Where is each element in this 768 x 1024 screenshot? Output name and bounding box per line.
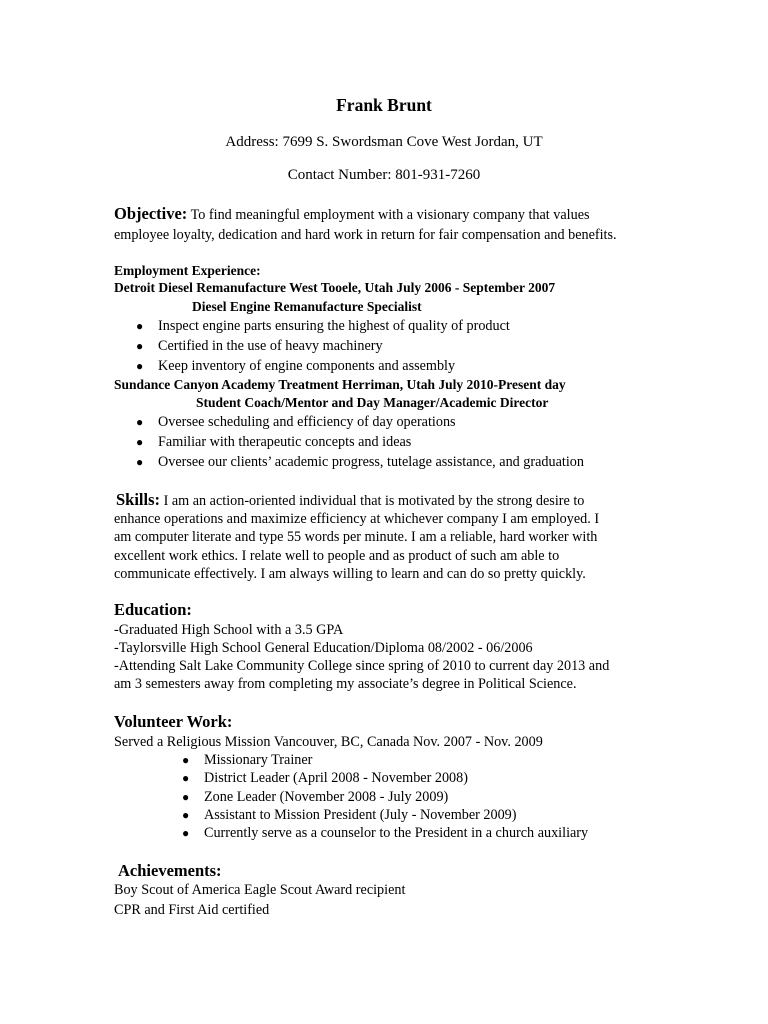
resume-name: Frank Brunt: [336, 95, 432, 115]
skills-text-1: I am an action-oriented individual that is motivated by the strong desire to: [163, 493, 585, 509]
skills-text-2: enhance operations and maximize efficiency at whichever company I am employed. I: [114, 511, 600, 527]
objective-label: Objective:: [114, 204, 188, 223]
achievements-heading: Achievements:: [118, 861, 222, 880]
skills-text-4: excellent work ethics. I relate well to people and as product of such am able to: [114, 548, 560, 564]
volunteer-bullet-4: Assistant to Mission President (July - November 2009): [204, 807, 517, 823]
bullet-icon: ●: [182, 753, 190, 767]
bullet-icon: ●: [182, 790, 190, 804]
education-line-3: -Attending Salt Lake Community College since spring of 2010 to current day 2013 and: [114, 658, 610, 674]
job1-title: Diesel Engine Remanufacture Specialist: [192, 299, 422, 314]
education-line-1: -Graduated High School with a 3.5 GPA: [114, 622, 344, 638]
education-line-2: -Taylorsville High School General Education/Diploma 08/2002 - 06/2006: [114, 640, 533, 656]
skills-text-5: communicate effectively. I am always willing to learn and can do so pretty quickly.: [114, 566, 586, 582]
bullet-icon: ●: [136, 339, 144, 353]
bullet-icon: ●: [182, 808, 190, 822]
skills-line-1: [116, 491, 584, 510]
objective-text-1: To find meaningful employment with a visionary company that values: [190, 207, 590, 223]
bullet-icon: ●: [182, 771, 190, 785]
objective-text-2: employee loyalty, dedication and hard work in return for fair compensation and benefits.: [114, 227, 617, 243]
contact-number-line: Contact Number: 801-931-7260: [287, 167, 481, 183]
achievement-2: CPR and First Aid certified: [114, 902, 270, 918]
job2-bullet-2: Familiar with therapeutic concepts and ideas: [158, 434, 412, 450]
bullet-icon: ●: [136, 455, 144, 469]
bullet-icon: ●: [136, 435, 144, 449]
job2-title: Student Coach/Mentor and Day Manager/Academic Director: [196, 395, 549, 410]
education-heading: Education:: [114, 600, 192, 619]
volunteer-bullet-1: Missionary Trainer: [204, 752, 313, 768]
skills-label: Skills:: [116, 490, 161, 509]
job1-bullet-1: Inspect engine parts ensuring the highest of quality of product: [158, 318, 510, 334]
objective-line-1: [114, 205, 590, 224]
volunteer-intro: Served a Religious Mission Vancouver, BC, Canada Nov. 2007 - Nov. 2009: [114, 734, 543, 750]
volunteer-heading: Volunteer Work:: [114, 712, 233, 731]
job2-company: Sundance Canyon Academy Treatment Herriman, Utah July 2010-Present day: [114, 377, 566, 392]
bullet-icon: ●: [136, 415, 144, 429]
achievement-1: Boy Scout of America Eagle Scout Award recipient: [114, 882, 406, 898]
bullet-icon: ●: [136, 359, 144, 373]
volunteer-bullet-2: District Leader (April 2008 - November 2008): [204, 770, 468, 786]
address-line: Address: 7699 S. Swordsman Cove West Jordan, UT: [225, 134, 543, 150]
volunteer-bullet-3: Zone Leader (November 2008 - July 2009): [204, 789, 449, 805]
education-line-4: am 3 semesters away from completing my associate’s degree in Political Science.: [114, 676, 577, 692]
job2-bullet-3: Oversee our clients’ academic progress, tutelage assistance, and graduation: [158, 454, 584, 470]
bullet-icon: ●: [182, 826, 190, 840]
job1-company: Detroit Diesel Remanufacture West Tooele, Utah July 2006 - September 2007: [114, 280, 556, 295]
bullet-icon: ●: [136, 319, 144, 333]
employment-heading: Employment Experience:: [114, 263, 261, 278]
job1-bullet-2: Certified in the use of heavy machinery: [158, 338, 383, 354]
job1-bullet-3: Keep inventory of engine components and assembly: [158, 358, 456, 374]
skills-text-3: am computer literate and type 55 words per minute. I am a reliable, hard worker with: [114, 529, 598, 545]
job2-bullet-1: Oversee scheduling and efficiency of day operations: [158, 414, 456, 430]
volunteer-bullet-5: Currently serve as a counselor to the President in a church auxiliary: [204, 825, 589, 841]
